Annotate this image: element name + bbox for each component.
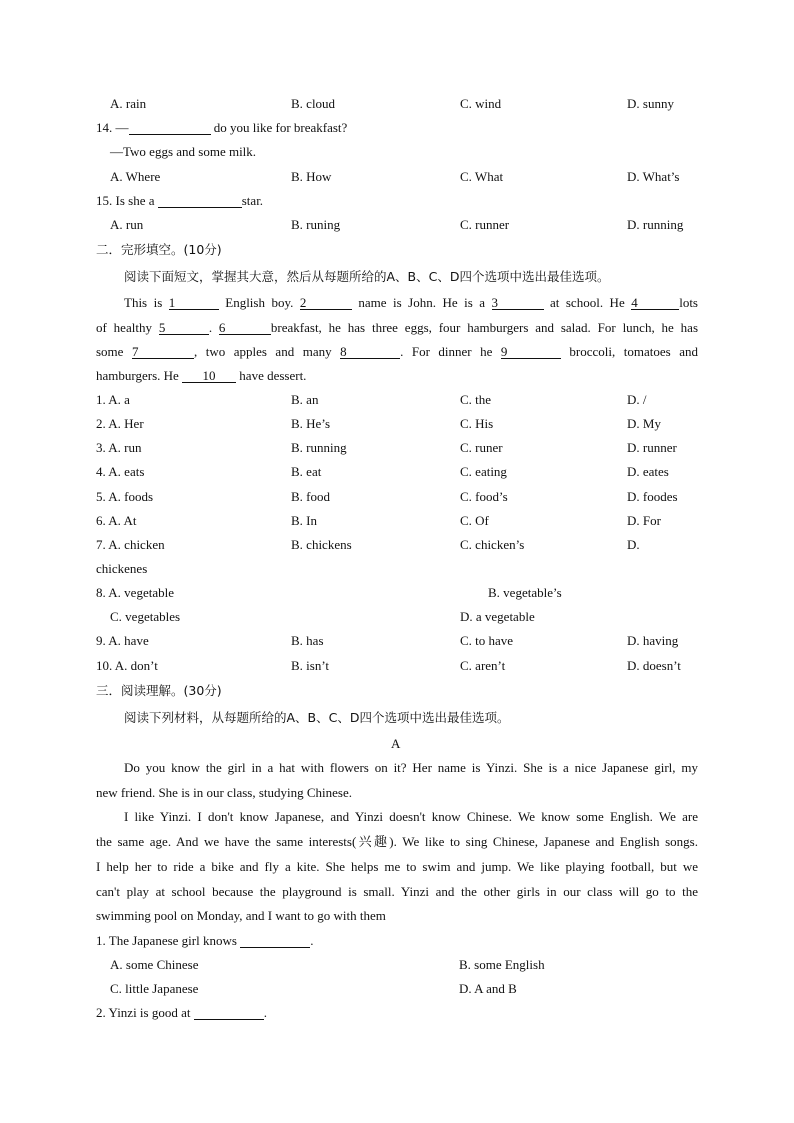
reading-q2-text: 2. Yinzi is good at (96, 1005, 194, 1020)
cloze-q9-option-c[interactable]: C. to have (460, 633, 514, 648)
cloze-q9-option-a[interactable]: 9. A. have (96, 633, 149, 648)
cloze-text: hamburgers. He (96, 368, 183, 383)
cloze-q9-option-b[interactable]: B. has (291, 633, 324, 648)
cloze-text: lots (679, 295, 698, 310)
q14-text: do you like for breakfast? (210, 120, 348, 135)
cloze-q7-option-b[interactable]: B. chickens (291, 537, 352, 552)
cloze-passage-line-4 (96, 368, 306, 384)
reading-text: the same age. And we have the same interests(兴趣). We like to sing Chinese, Japanese and English songs. (96, 834, 698, 849)
cloze-q2-option-d[interactable]: D. My (627, 416, 661, 431)
cloze-q6-option-d[interactable]: D. For (627, 513, 661, 528)
cloze-blank-4[interactable]: 4 (631, 296, 679, 310)
cloze-text: breakfast, he has three eggs, four hamburgers and salad. For lunch, he has (270, 320, 699, 335)
cloze-text: . For dinner he (400, 344, 501, 359)
cloze-text: have dessert. (236, 368, 307, 383)
cloze-q3-option-c[interactable]: C. runer (460, 440, 503, 455)
reading-text: I like Yinzi. I don't know Japanese, and Yinzi doesn't know Chinese. We know some English. We are (124, 809, 698, 824)
cloze-q3-option-d[interactable]: D. runner (627, 440, 677, 455)
q14-blank[interactable] (129, 121, 211, 135)
cloze-q1-option-c[interactable]: C. the (460, 392, 492, 407)
cloze-blank-5[interactable]: 5 (159, 321, 209, 335)
cloze-q8-option-c[interactable]: C. vegetables (110, 609, 181, 624)
q15-text: 15. Is she a (96, 193, 158, 208)
reading-q1-option-a[interactable]: A. some Chinese (110, 957, 199, 972)
reading-para2-line-3 (96, 859, 698, 875)
q13-option-d[interactable]: D. sunny (627, 96, 674, 111)
cloze-q1-option-d[interactable]: D. / (627, 392, 647, 407)
q15-option-d[interactable]: D. running (627, 217, 684, 232)
cloze-q5-option-d[interactable]: D. foodes (627, 489, 678, 504)
reading-text: Do you know the girl in a hat with flowers on it? Her name is Yinzi. She is a nice Japanese girl, my (124, 760, 698, 775)
cloze-q7-option-c[interactable]: C. chicken’s (460, 537, 525, 552)
cloze-q3-option-a[interactable]: 3. A. run (96, 440, 142, 455)
cloze-q10-option-b[interactable]: B. isn’t (291, 658, 330, 673)
cloze-q1-option-b[interactable]: B. an (291, 392, 319, 407)
cloze-q5-option-b[interactable]: B. food (291, 489, 330, 504)
cloze-q4-option-d[interactable]: D. eates (627, 464, 669, 479)
q14-stem (96, 120, 347, 136)
reading-q1-option-c[interactable]: C. little Japanese (110, 981, 199, 996)
reading-para2-line-1 (96, 809, 698, 825)
q14-option-b[interactable]: B. How (291, 169, 332, 184)
q15-option-a[interactable]: A. run (110, 217, 144, 232)
cloze-q7-option-d[interactable]: D. (627, 537, 640, 552)
reading-text: I help her to ride a bike and fly a kite. She helps me to swim and jump. We like playing football, but we (96, 859, 698, 874)
cloze-text: broccoli, tomatoes and (560, 344, 698, 359)
cloze-q7-option-d-wrap[interactable]: chickenes (96, 561, 148, 576)
cloze-q1-option-a[interactable]: 1. A. a (96, 392, 130, 407)
q15-option-b[interactable]: B. runing (291, 217, 341, 232)
reading-q2-blank[interactable] (194, 1006, 264, 1020)
q13-option-a[interactable]: A. rain (110, 96, 147, 111)
cloze-q7-option-a[interactable]: 7. A. chicken (96, 537, 165, 552)
cloze-text: at school. He (543, 295, 632, 310)
cloze-q2-option-a[interactable]: 2. A. Her (96, 416, 144, 431)
reading-para1-line-2: new friend. She is in our class, studying Chinese. (96, 785, 352, 800)
cloze-text: English boy. (218, 295, 300, 310)
cloze-blank-2[interactable]: 2 (300, 296, 352, 310)
cloze-passage-line-1 (96, 295, 698, 311)
cloze-text: This is (124, 295, 169, 310)
cloze-q9-option-d[interactable]: D. having (627, 633, 679, 648)
cloze-passage-line-2 (96, 320, 698, 336)
reading-q1-stem (96, 933, 313, 949)
reading-q1-option-d[interactable]: D. A and B (459, 981, 517, 996)
q14-number: 14. — (96, 120, 129, 135)
cloze-q10-option-a[interactable]: 10. A. don’t (96, 658, 158, 673)
reading-para1-line-1 (96, 760, 698, 776)
reading-para2-line-2 (96, 834, 698, 850)
q14-option-a[interactable]: A. Where (110, 169, 161, 184)
cloze-q4-option-b[interactable]: B. eat (291, 464, 322, 479)
cloze-q6-option-c[interactable]: C. Of (460, 513, 489, 528)
cloze-section-title: 二．完形填空。(10分) (96, 242, 222, 257)
cloze-blank-6[interactable]: 6 (219, 321, 271, 335)
cloze-q4-option-a[interactable]: 4. A. eats (96, 464, 145, 479)
cloze-q2-option-b[interactable]: B. He’s (291, 416, 330, 431)
reading-section-title: 三．阅读理解。(30分) (96, 683, 222, 698)
reading-q1-option-b[interactable]: B. some English (459, 957, 545, 972)
q15-blank[interactable] (158, 194, 242, 208)
cloze-q10-option-c[interactable]: C. aren’t (460, 658, 506, 673)
q14-answer: —Two eggs and some milk. (110, 144, 257, 159)
cloze-blank-9[interactable]: 9 (501, 345, 561, 359)
cloze-text: , two apples and many (193, 344, 341, 359)
cloze-text: some (96, 344, 132, 359)
cloze-q8-option-b[interactable]: B. vegetable’s (488, 585, 562, 600)
cloze-blank-10[interactable]: 10 (182, 369, 236, 383)
cloze-blank-8[interactable]: 8 (340, 345, 400, 359)
q13-option-c[interactable]: C. wind (460, 96, 502, 111)
reading-para2-line-5: swimming pool on Monday, and I want to go with them (96, 908, 386, 923)
cloze-text: name is John. He is a (351, 295, 492, 310)
q14-option-d[interactable]: D. What’s (627, 169, 680, 184)
cloze-instruction: 阅读下面短文，掌握其大意，然后从每题所给的A、B、C、D四个选项中选出最佳选项。 (124, 269, 610, 284)
cloze-q2-option-c[interactable]: C. His (460, 416, 494, 431)
q13-option-b[interactable]: B. cloud (291, 96, 336, 111)
reading-instruction: 阅读下列材料，从每题所给的A、B、C、D四个选项中选出最佳选项。 (124, 710, 510, 725)
q15-option-c[interactable]: C. runner (460, 217, 510, 232)
cloze-text: of healthy (96, 320, 159, 335)
reading-q2-end: . (263, 1005, 267, 1020)
reading-para2-line-4 (96, 884, 698, 900)
cloze-q6-option-a[interactable]: 6. A. At (96, 513, 137, 528)
cloze-blank-1[interactable]: 1 (169, 296, 219, 310)
reading-text: can't play at school because the playground is small. Yinzi and the other girls in our class will go to the (96, 884, 698, 899)
cloze-blank-7[interactable]: 7 (132, 345, 194, 359)
cloze-q6-option-b[interactable]: B. In (291, 513, 317, 528)
cloze-q4-option-c[interactable]: C. eating (460, 464, 507, 479)
cloze-q8-option-a[interactable]: 8. A. vegetable (96, 585, 174, 600)
q15-stem (96, 193, 263, 209)
reading-q2-stem (96, 1005, 267, 1021)
cloze-q5-option-c[interactable]: C. food’s (460, 489, 508, 504)
q15-text-end: star. (241, 193, 264, 208)
cloze-passage-line-3 (96, 344, 698, 360)
passage-label: A (391, 736, 401, 751)
cloze-q8-option-d[interactable]: D. a vegetable (460, 609, 535, 624)
cloze-q5-option-a[interactable]: 5. A. foods (96, 489, 154, 504)
q14-option-c[interactable]: C. What (460, 169, 504, 184)
reading-q1-text: 1. The Japanese girl knows (96, 933, 241, 948)
cloze-q10-option-d[interactable]: D. doesn’t (627, 658, 681, 673)
cloze-text: . (208, 320, 219, 335)
reading-q1-end: . (310, 933, 314, 948)
cloze-q3-option-b[interactable]: B. running (291, 440, 347, 455)
cloze-blank-3[interactable]: 3 (492, 296, 544, 310)
reading-q1-blank[interactable] (240, 934, 310, 948)
